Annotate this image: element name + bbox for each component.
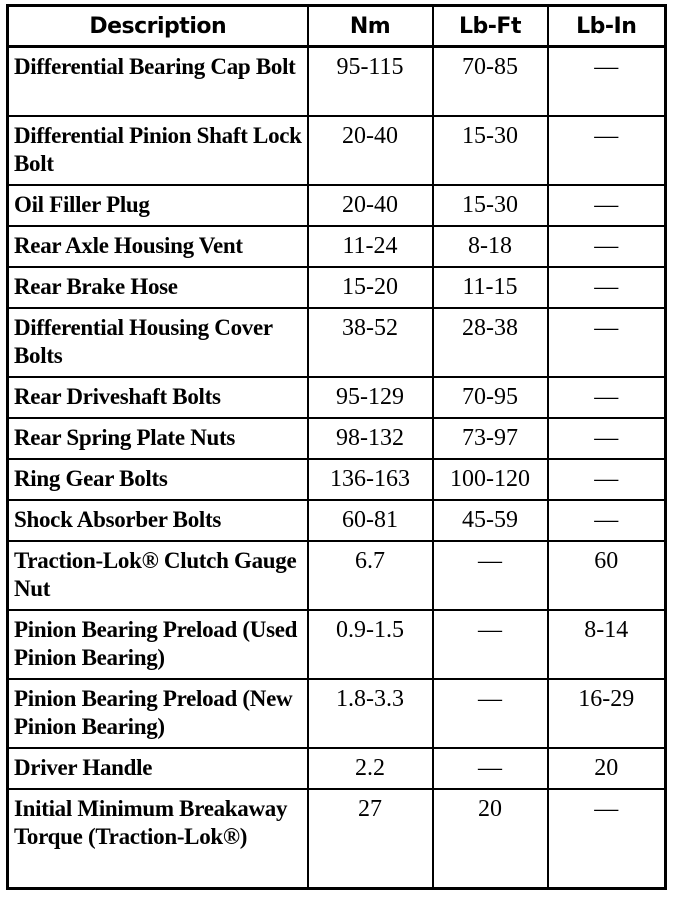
table-row — [8, 267, 666, 308]
description-cell: Rear Driveshaft Bolts — [8, 377, 308, 418]
lb-in-cell: 16-29 — [548, 679, 666, 748]
header-description: Description — [8, 6, 308, 47]
lb-in-cell: — — [548, 500, 666, 541]
table-row — [8, 459, 666, 500]
lb-ft-cell: 8-18 — [433, 226, 548, 267]
table-row — [8, 377, 666, 418]
description-cell: Differential Bearing Cap Bolt — [8, 47, 308, 117]
nm-cell: 98-132 — [308, 418, 433, 459]
torque-spec-table — [6, 4, 667, 890]
description-cell: Differential Housing Cover Bolts — [8, 308, 308, 377]
description-cell: Shock Absorber Bolts — [8, 500, 308, 541]
nm-cell: 6.7 — [308, 541, 433, 610]
lb-ft-cell: 15-30 — [433, 185, 548, 226]
description-cell: Pinion Bearing Preload (New Pinion Bearing) — [8, 679, 308, 748]
lb-ft-cell: — — [433, 748, 548, 789]
table-row — [8, 47, 666, 117]
nm-cell: 136-163 — [308, 459, 433, 500]
nm-cell: 60-81 — [308, 500, 433, 541]
description-cell: Rear Spring Plate Nuts — [8, 418, 308, 459]
lb-ft-cell: — — [433, 679, 548, 748]
lb-in-cell: — — [548, 377, 666, 418]
nm-cell: 15-20 — [308, 267, 433, 308]
nm-cell: 2.2 — [308, 748, 433, 789]
table-row — [8, 500, 666, 541]
lb-ft-cell: 70-95 — [433, 377, 548, 418]
lb-ft-cell: — — [433, 610, 548, 679]
description-cell: Oil Filler Plug — [8, 185, 308, 226]
table-row — [8, 116, 666, 185]
nm-cell: 95-129 — [308, 377, 433, 418]
lb-in-cell: — — [548, 459, 666, 500]
table-row — [8, 610, 666, 679]
lb-in-cell: — — [548, 116, 666, 185]
lb-ft-cell: 100-120 — [433, 459, 548, 500]
table-row — [8, 185, 666, 226]
lb-in-cell: — — [548, 226, 666, 267]
table-row — [8, 748, 666, 789]
description-cell: Initial Minimum Breakaway Torque (Traction-Lok®) — [8, 789, 308, 889]
lb-ft-cell: 15-30 — [433, 116, 548, 185]
lb-ft-cell: 73-97 — [433, 418, 548, 459]
lb-in-cell: — — [548, 418, 666, 459]
lb-in-cell: — — [548, 789, 666, 889]
nm-cell: 1.8-3.3 — [308, 679, 433, 748]
lb-ft-cell: 70-85 — [433, 47, 548, 117]
header-lb-ft: Lb-Ft — [433, 6, 548, 47]
header-row — [8, 6, 666, 47]
table-body — [8, 47, 666, 889]
table-row — [8, 226, 666, 267]
lb-in-cell: — — [548, 47, 666, 117]
nm-cell: 38-52 — [308, 308, 433, 377]
table-row — [8, 679, 666, 748]
header-nm: Nm — [308, 6, 433, 47]
nm-cell: 11-24 — [308, 226, 433, 267]
table-row — [8, 541, 666, 610]
nm-cell: 27 — [308, 789, 433, 889]
header-lb-in: Lb-In — [548, 6, 666, 47]
description-cell: Ring Gear Bolts — [8, 459, 308, 500]
description-cell: Rear Brake Hose — [8, 267, 308, 308]
lb-in-cell: — — [548, 185, 666, 226]
lb-ft-cell: 28-38 — [433, 308, 548, 377]
nm-cell: 20-40 — [308, 185, 433, 226]
lb-in-cell: 60 — [548, 541, 666, 610]
lb-in-cell: — — [548, 308, 666, 377]
description-cell: Traction-Lok® Clutch Gauge Nut — [8, 541, 308, 610]
lb-in-cell: 20 — [548, 748, 666, 789]
lb-ft-cell: 20 — [433, 789, 548, 889]
table-row — [8, 789, 666, 889]
nm-cell: 20-40 — [308, 116, 433, 185]
description-cell: Differential Pinion Shaft Lock Bolt — [8, 116, 308, 185]
description-cell: Pinion Bearing Preload (Used Pinion Bearing) — [8, 610, 308, 679]
description-cell: Rear Axle Housing Vent — [8, 226, 308, 267]
nm-cell: 95-115 — [308, 47, 433, 117]
table-row — [8, 418, 666, 459]
nm-cell: 0.9-1.5 — [308, 610, 433, 679]
lb-ft-cell: — — [433, 541, 548, 610]
lb-in-cell: — — [548, 267, 666, 308]
lb-ft-cell: 11-15 — [433, 267, 548, 308]
lb-ft-cell: 45-59 — [433, 500, 548, 541]
description-cell: Driver Handle — [8, 748, 308, 789]
table-row — [8, 308, 666, 377]
lb-in-cell: 8-14 — [548, 610, 666, 679]
